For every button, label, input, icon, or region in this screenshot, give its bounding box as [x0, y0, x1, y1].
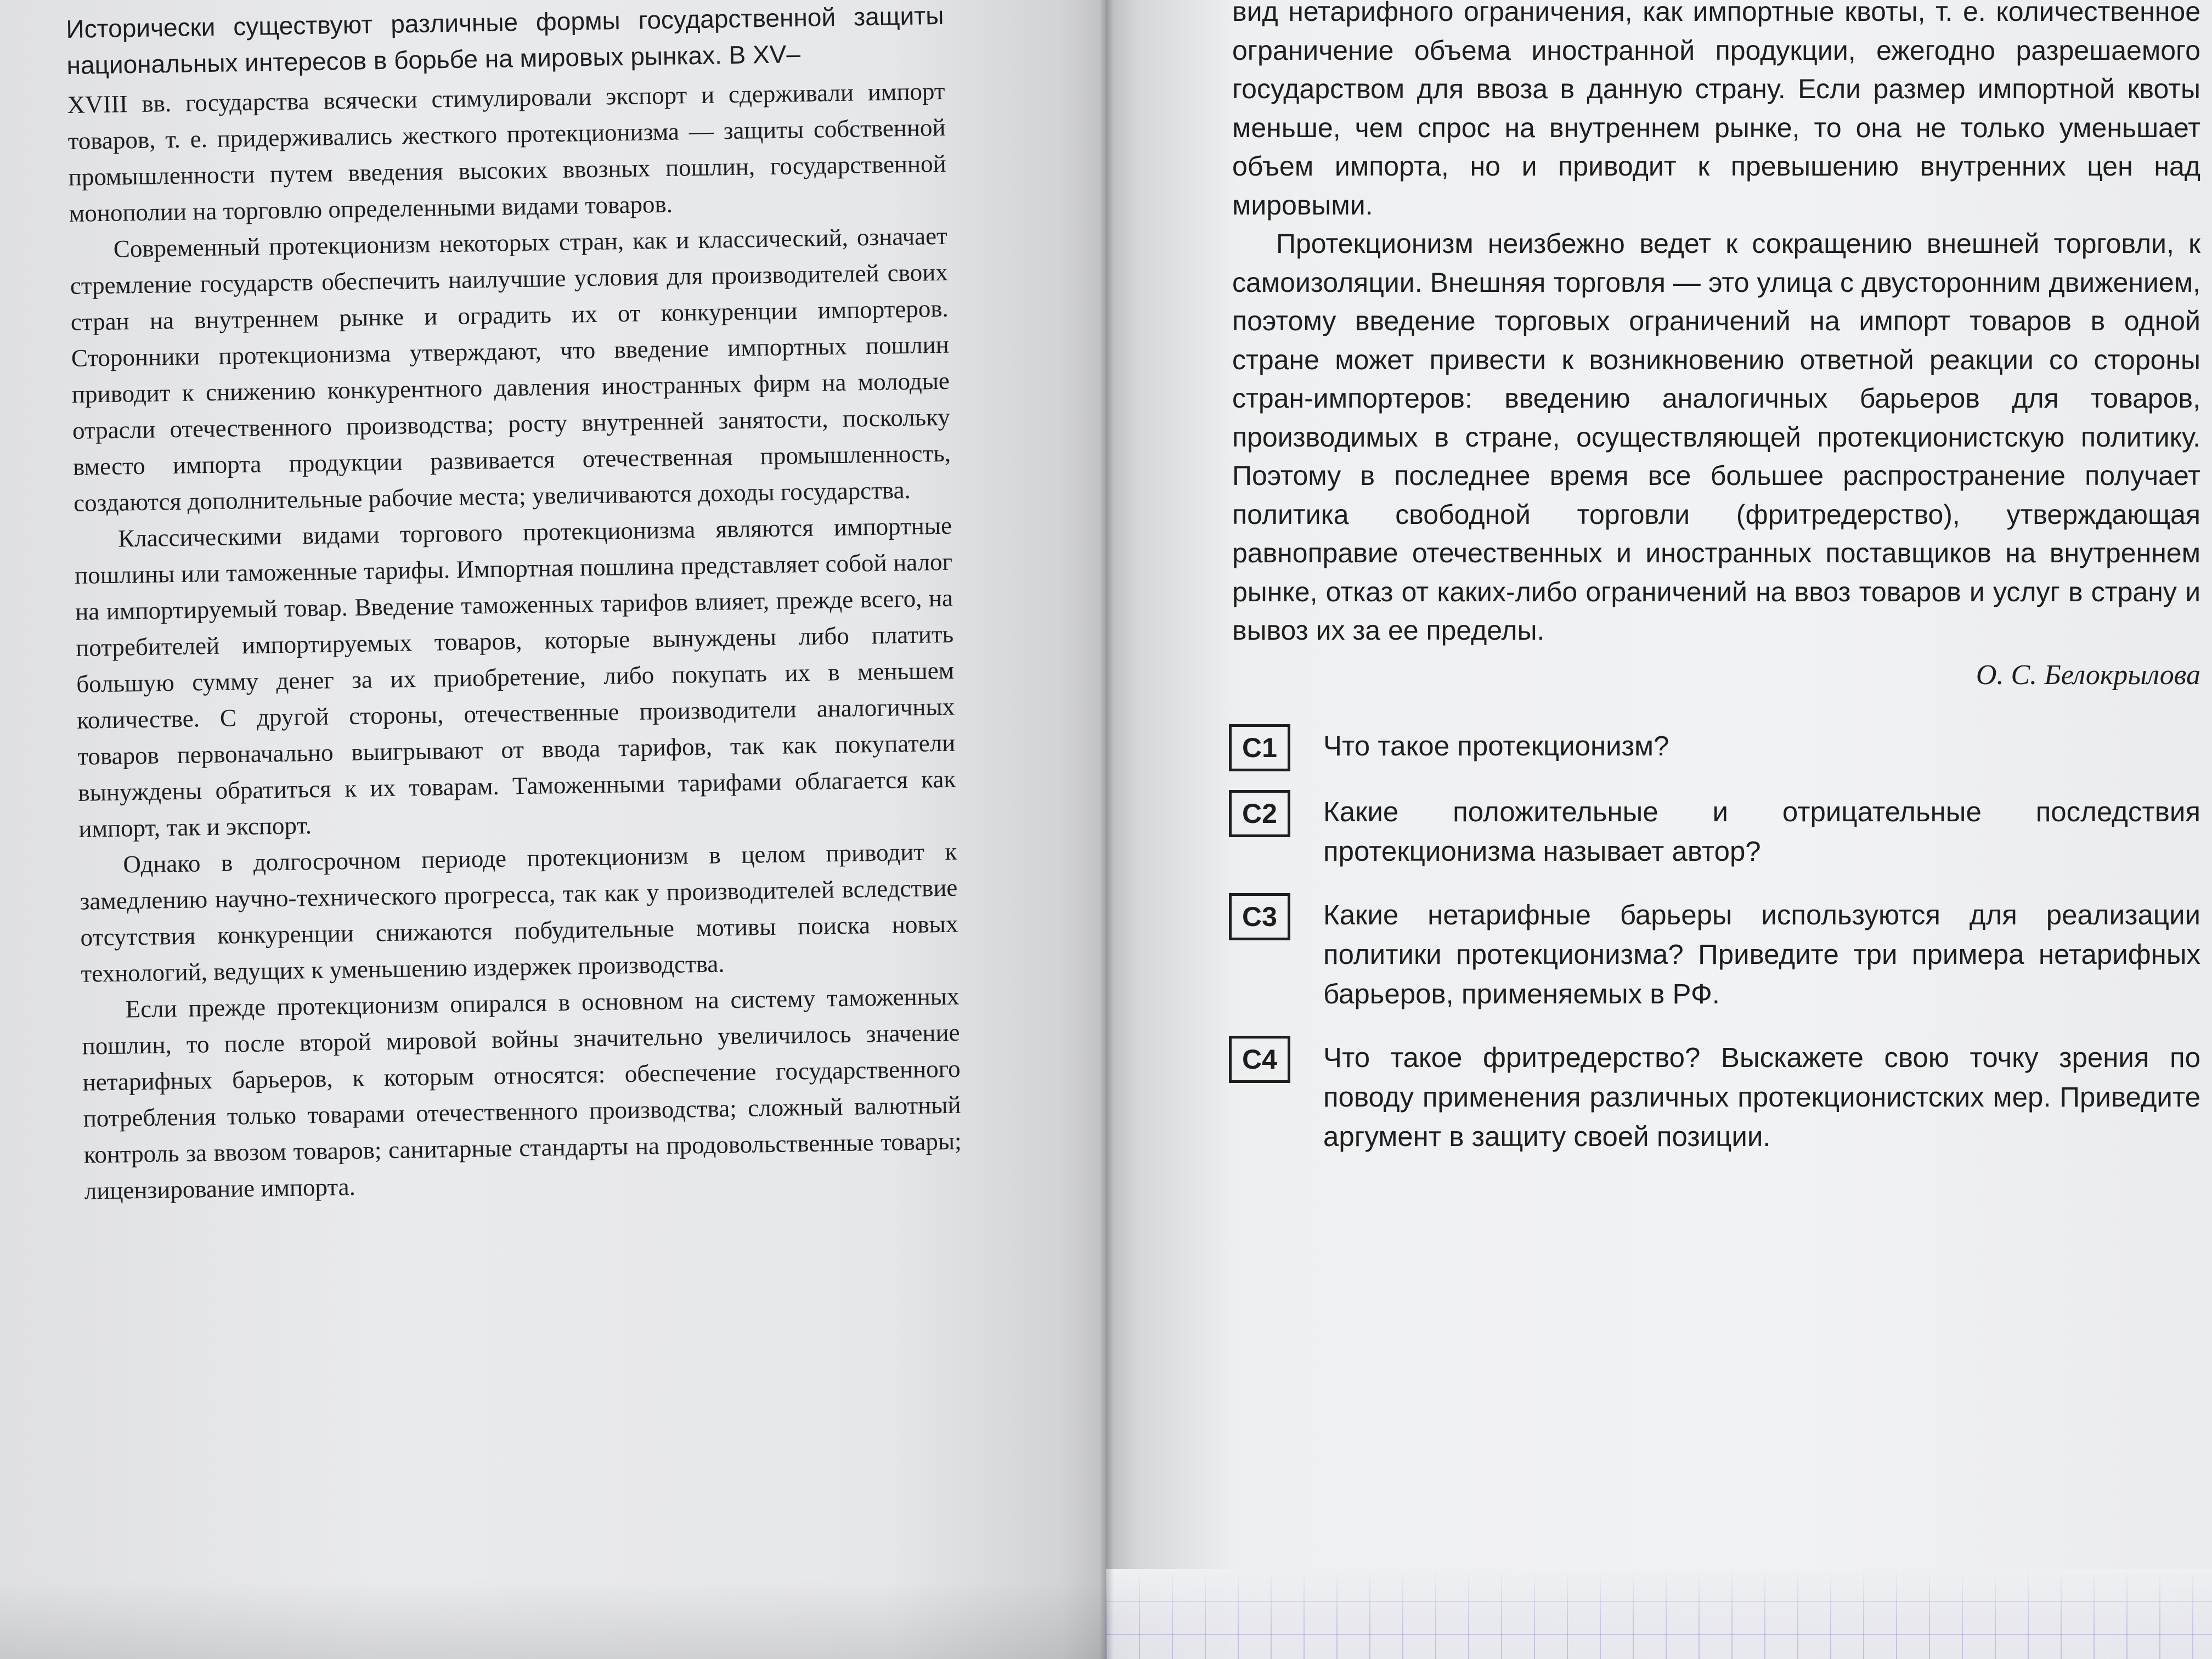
paragraph-long-term-effects: Однако в долгосрочном периоде протекционизм в целом приводит к замедлению научно-технического прогресса, так как у производителей вследствие отсутствия конкуренции снижаются побудительные мотивы поиска новых технологий, ведущих к уменьшению издержек производства.: [80, 837, 958, 988]
question-text-c1: Что такое протекционизм?: [1323, 730, 1669, 761]
paragraph-non-tariff-barriers: Если прежде протекционизм опирался в основном на систему таможенных пошлин, то после второй мировой войны значительно увеличилось значение нетарифных барьеров, к которым относятся: обеспечение государственного потребления только товарами отечественного производства; сложный валютный контроль за ввозом товаров; санитарные стандарты на продовольственные товары; лицензирование импорта.: [82, 982, 962, 1205]
paragraph-free-trade: Протекционизм неизбежно ведет к сокращению внешней торговли, к самоизоляции. Внешняя торговля — это улица с двусторонним движением, поэтому введение торговых ограничений на импорт товаров в одной стране может привести к возникновению ответной реакции со стороны стран-импортеров: введению аналогичных барьеров для товаров, производимых в стране, осуществляющей протекционистскую политику. Поэтому в последнее время все большее распространение получает политика свободной торговли (фритредерство), утверждающая равноправие отечественных и иностранных поставщиков на внутреннем рынке, отказ от каких-либо ограничений на ввоз товаров и услуг в страну и вывоз их за ее пределы.: [1232, 228, 2200, 646]
page-edge-shade: [1106, 1569, 2212, 1659]
paragraph-import-quotas: вид нетарифного ограничения, как импортные квоты, т. е. количественное ограничение объема иностранной продукции, ежегодно разрешаемого государством для ввоза в данную страну. Если размер импортной квоты меньше, чем спрос на внутреннем рынке, то она не только уменьшает объем импорта, но и приводит к превышению внутренних цен над мировыми.: [1232, 0, 2200, 221]
question-c3: [1229, 892, 2200, 1014]
question-c4: [1229, 1035, 2200, 1156]
left-text-column: [66, 0, 962, 1209]
right-text-column: [1232, 0, 2200, 697]
questions-list: [1229, 723, 2200, 1156]
question-text-c2: Какие положительные и отрицательные последствия протекционизма называет автор?: [1323, 796, 2200, 867]
question-c1: [1229, 723, 2200, 771]
paragraph-modern-protectionism: Современный протекционизм некоторых стран, как и классический, означает стремление государств обеспечить наилучшие условия для производителей своих стран на внутреннем рынке и оградить их от конкуренции импортеров. Сторонники протекционизма утверждают, что введение импортных пошлин приводит к снижению конкурентного давления иностранных фирм на молодые отрасли отечественного производства; росту внутренней занятости, поскольку вместо импорта продукции развивается отечественная промышленность, создаются дополнительные рабочие места; увеличиваются доходы государства.: [70, 222, 951, 517]
paragraph-strict-protectionism: XVIII вв. государства всячески стимулировали экспорт и сдерживали импорт товаров, т. е. придерживались жесткого протекционизма — защиты собственной промышленности путем введения высоких ввозных пошлин, государственной монополии на торговлю определенными видами товаров.: [67, 77, 946, 227]
question-text-c4: Что такое фритредерство? Выскажете свою точку зрения по поводу применения различных протекционистских мер. Приведите аргумент в защиту своей позиции.: [1323, 1042, 2200, 1152]
question-label-c4: C4: [1229, 1036, 1290, 1083]
author-signature: О. С. Белокрылова: [1976, 659, 2200, 691]
question-label-c2: C2: [1229, 790, 1290, 837]
page-shadow: [0, 1580, 1106, 1659]
question-text-c3: Какие нетарифные барьеры используются для реализации политики протекционизма? Приведите три примера нетарифных барьеров, применяемых в РФ.: [1323, 899, 2200, 1009]
question-c2: [1229, 789, 2200, 871]
question-label-c3: C3: [1229, 893, 1290, 940]
question-label-c1: C1: [1229, 724, 1290, 771]
paragraph-historical-forms: Исторически существуют различные формы государственной защиты национальных интересов в борьбе на мировых рынках. В XV–: [66, 1, 944, 80]
paragraph-classic-types: Классическими видами торгового протекционизма являются импортные пошлины или таможенные тарифы. Импортная пошлина представляет собой налог на импортируемый товар. Введение таможенных тарифов влияет, прежде всего, на потребителей импортируемых товаров, которые вынуждены либо платить большую сумму денег за их приобретение, либо покупать их в меньшем количестве. С другой стороны, отечественные производители аналогичных товаров первоначально выигрывают от ввода тарифов, так как покупатели вынуждены обратиться к их товарам. Таможенными тарифами облагается как импорт, так и экспорт.: [74, 511, 956, 843]
book-gutter: [1099, 0, 1114, 1659]
